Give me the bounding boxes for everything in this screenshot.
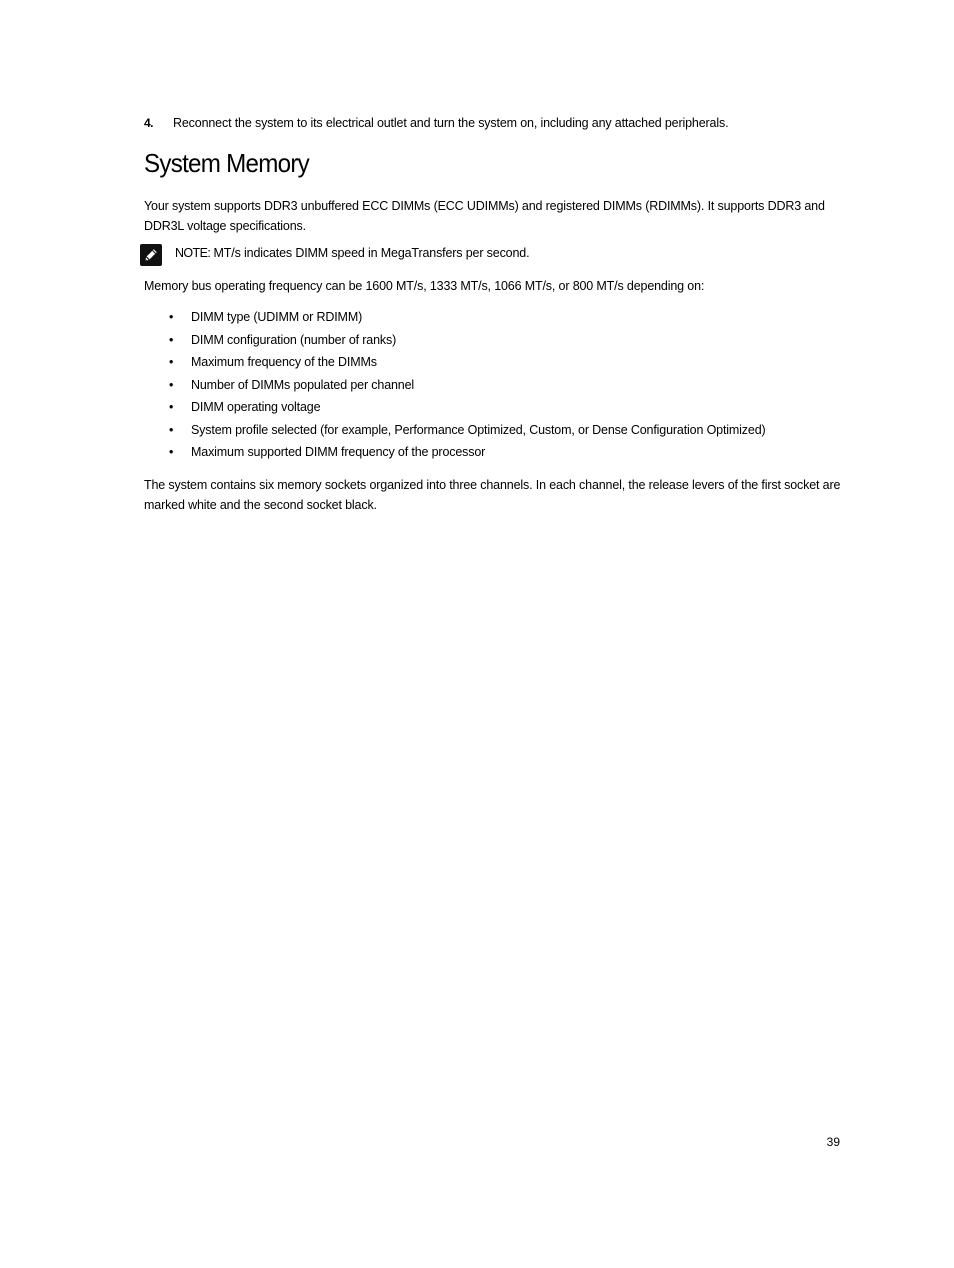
list-item <box>144 442 844 465</box>
list-item-text: DIMM configuration (number of ranks) <box>191 332 397 347</box>
dimm-factor-list <box>144 307 844 465</box>
list-item-text: Maximum frequency of the DIMMs <box>191 355 377 369</box>
bullet-marker: • <box>169 310 174 324</box>
list-item-text: Maximum supported DIMM frequency of the processor <box>191 445 486 459</box>
bullet-marker: • <box>169 422 174 437</box>
bullet-marker: • <box>169 445 174 459</box>
sockets-paragraph: The system contains six memory sockets organized into three channels. In each channel, the release levers of the first socket are marked white and the second socket black. <box>144 478 841 512</box>
pencil-note-icon <box>140 244 162 266</box>
step-text: Reconnect the system to its electrical outlet and turn the system on, including any attached peripherals. <box>173 116 729 130</box>
note-label: NOTE: <box>175 246 211 260</box>
note-callout <box>140 244 840 268</box>
list-item <box>144 420 844 443</box>
step-number: 4. <box>144 116 154 130</box>
list-item-text: System profile selected (for example, Performance Optimized, Custom, or Dense Configuration Optimized) <box>191 422 766 437</box>
note-text <box>175 244 529 262</box>
list-item-text: Number of DIMMs populated per channel <box>191 377 415 392</box>
list-item <box>144 397 844 420</box>
bullet-marker: • <box>169 355 174 369</box>
list-item <box>144 375 844 398</box>
frequency-paragraph: Memory bus operating frequency can be 1600 MT/s, 1333 MT/s, 1066 MT/s, or 800 MT/s depending on: <box>144 279 705 293</box>
section-title: System Memory <box>144 148 309 178</box>
list-item <box>144 330 844 353</box>
note-body: MT/s indicates DIMM speed in MegaTransfers per second. <box>210 246 530 260</box>
page-number: 39 <box>826 1135 840 1149</box>
intro-paragraph: Your system supports DDR3 unbuffered ECC DIMMs (ECC UDIMMs) and registered DIMMs (RDIMMs). It supports DDR3 and DDR3L voltage specifications. <box>144 199 825 233</box>
bullet-marker: • <box>169 377 174 392</box>
list-item <box>144 352 844 375</box>
list-item-text: DIMM operating voltage <box>191 400 321 414</box>
bullet-marker: • <box>169 400 174 414</box>
list-item-text: DIMM type (UDIMM or RDIMM) <box>191 310 363 324</box>
bullet-marker: • <box>169 332 174 347</box>
list-item <box>144 307 844 330</box>
